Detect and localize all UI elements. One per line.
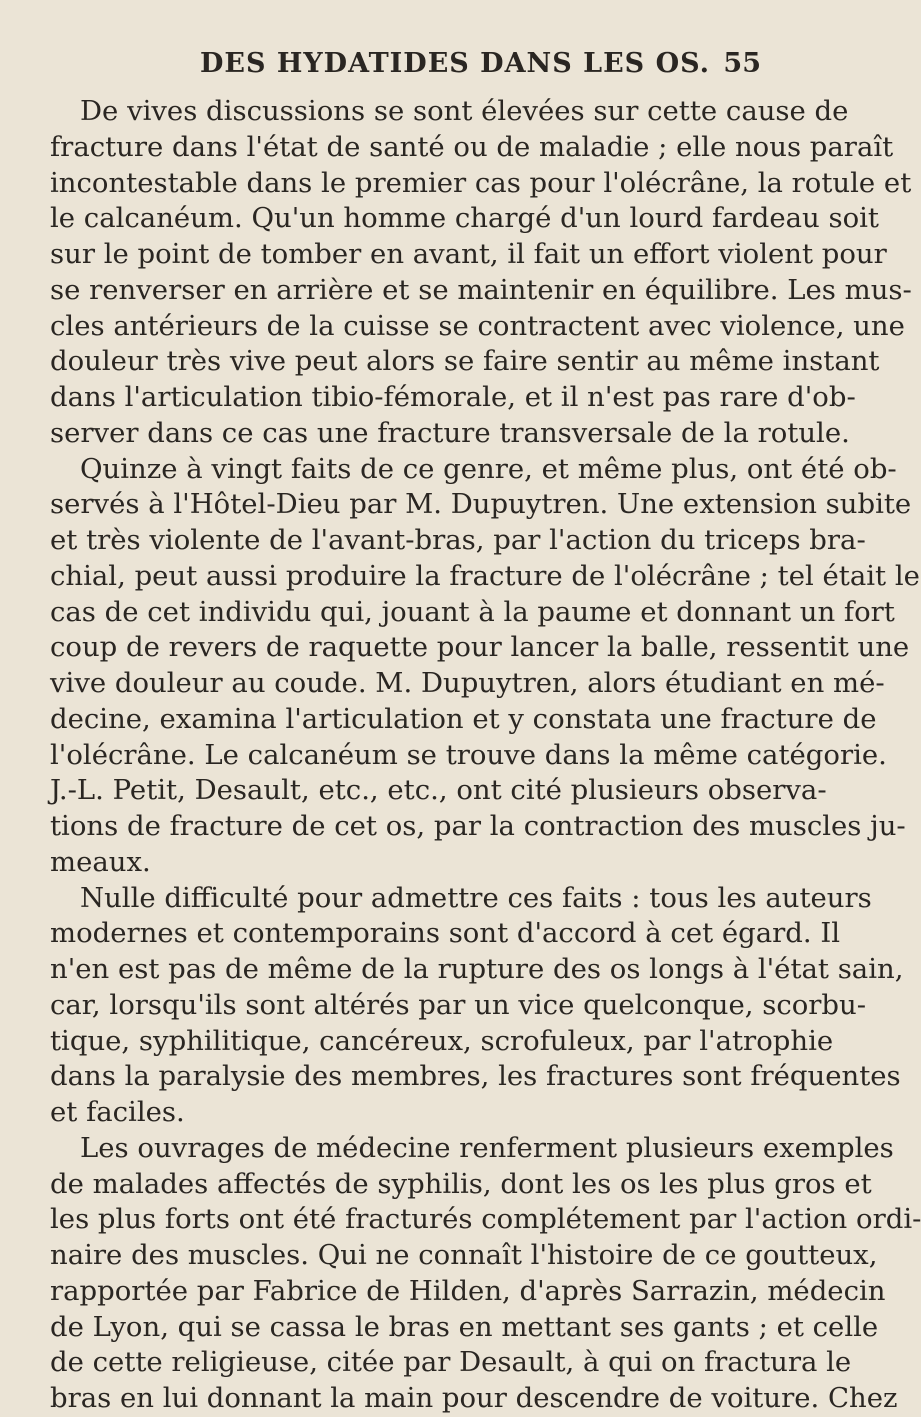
- text-line: l'olécrâne. Le calcanéum se trouve dans la même catégorie.: [50, 738, 887, 771]
- body-text: [50, 94, 921, 1417]
- text-line: vive douleur au coude. M. Dupuytren, alors étudiant en mé-: [50, 667, 885, 699]
- text-line: de Lyon, qui se cassa le bras en mettant ses gants ; et celle: [50, 1310, 879, 1343]
- text-line: et faciles.: [50, 1096, 185, 1128]
- text-line: modernes et contemporains sont d'accord à cet égard. Il: [50, 917, 841, 950]
- text-line: tique, syphilitique, cancéreux, scrofuleux, par l'atrophie: [50, 1024, 834, 1057]
- text-line: les plus forts ont été fracturés complétement par l'action ordi-: [50, 1203, 921, 1236]
- text-line: meaux.: [50, 845, 151, 878]
- running-title: DES HYDATIDES DANS LES OS.: [200, 48, 711, 79]
- text-line: bras en lui donnant la main pour descendre de voiture. Chez: [50, 1382, 898, 1414]
- text-line: De vives discussions se sont élevées sur cette cause de: [80, 95, 849, 127]
- text-line: coup de revers de raquette pour lancer la balle, ressentit une: [50, 631, 910, 664]
- text-line: server dans ce cas une fracture transversale de la rotule.: [50, 416, 850, 449]
- text-line: fracture dans l'état de santé ou de maladie ; elle nous paraît: [50, 130, 894, 163]
- text-line: Nulle difficulté pour admettre ces faits : tous les auteurs: [80, 881, 872, 914]
- text-line: chial, peut aussi produire la fracture de l'olécrâne ; tel était le: [50, 559, 920, 592]
- text-line: tions de fracture de cet os, par la contraction des muscles ju-: [50, 810, 906, 842]
- text-line: rapportée par Fabrice de Hilden, d'après Sarrazin, médecin: [50, 1274, 886, 1307]
- text-line: et très violente de l'avant-bras, par l'action du triceps bra-: [50, 524, 866, 556]
- text-line: car, lorsqu'ils sont altérés par un vice quelconque, scorbu-: [50, 988, 867, 1021]
- text-line: sur le point de tomber en avant, il fait un effort violent pour: [50, 238, 887, 270]
- text-line: cas de cet individu qui, jouant à la paume et donnant un fort: [50, 595, 895, 628]
- text-line: Les ouvrages de médecine renferment plusieurs exemples: [80, 1131, 894, 1164]
- text-line: de malades affectés de syphilis, dont les os les plus gros et: [50, 1167, 872, 1200]
- text-line: cles antérieurs de la cuisse se contractent avec violence, une: [50, 309, 905, 342]
- page-number: 55: [723, 48, 761, 79]
- text-line: J.-L. Petit, Desault, etc., etc., ont cité plusieurs observa-: [50, 774, 827, 807]
- text-line: le calcanéum. Qu'un homme chargé d'un lourd fardeau soit: [50, 202, 879, 235]
- text-line: decine, examina l'articulation et y constata une fracture de: [50, 702, 877, 735]
- text-line: incontestable dans le premier cas pour l'olécrâne, la rotule et: [50, 166, 912, 199]
- running-head: [50, 48, 767, 88]
- text-line: se renverser en arrière et se maintenir en équilibre. Les mus-: [50, 273, 912, 306]
- text-line: Quinze à vingt faits de ce genre, et même plus, ont été ob-: [80, 452, 897, 485]
- text-line: naire des muscles. Qui ne connaît l'histoire de ce goutteux,: [50, 1239, 878, 1271]
- text-line: dans la paralysie des membres, les fractures sont fréquentes: [50, 1060, 901, 1093]
- text-line: servés à l'Hôtel-Dieu par M. Dupuytren. Une extension subite: [50, 488, 912, 521]
- text-line: n'en est pas de même de la rupture des os longs à l'état sain,: [50, 953, 904, 985]
- text-line: douleur très vive peut alors se faire sentir au même instant: [50, 345, 880, 378]
- text-line: de cette religieuse, citée par Desault, à qui on fractura le: [50, 1346, 852, 1379]
- text-line: dans l'articulation tibio-fémorale, et il n'est pas rare d'ob-: [50, 381, 856, 413]
